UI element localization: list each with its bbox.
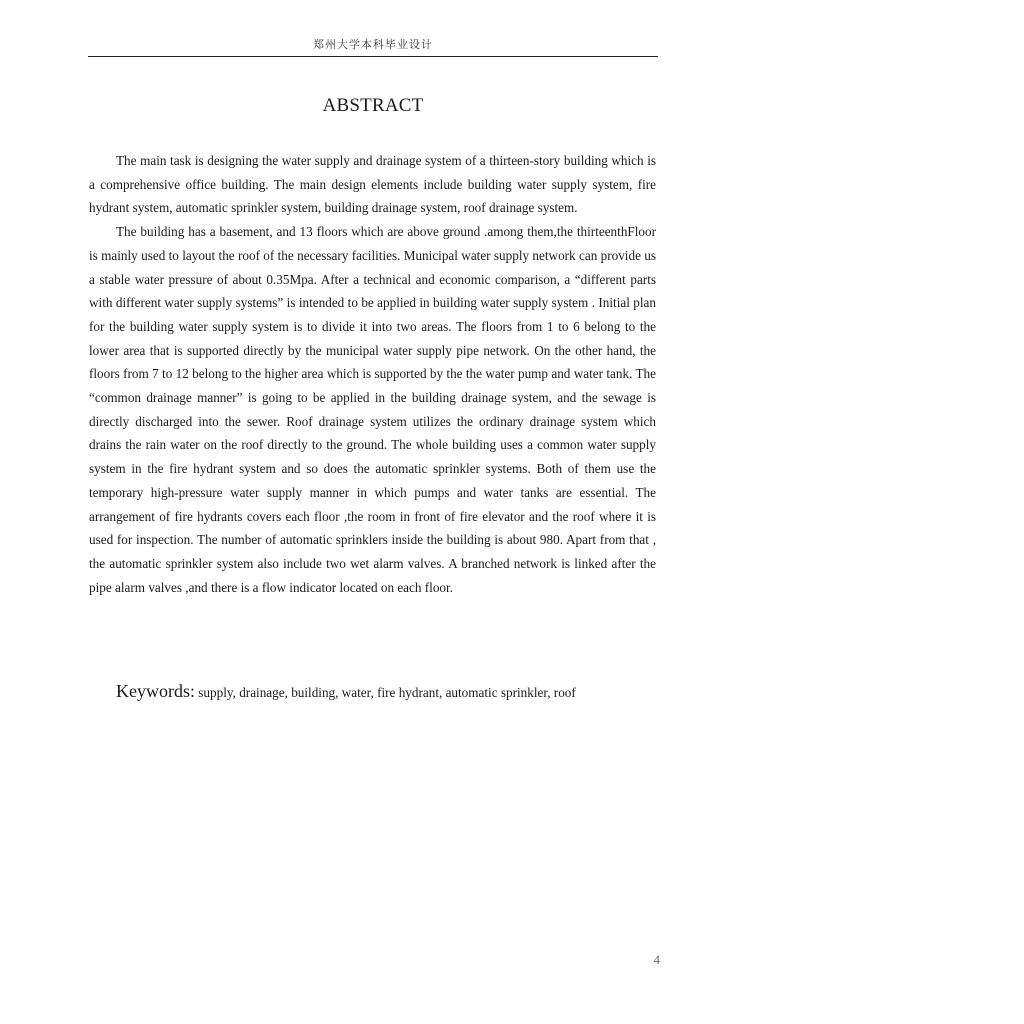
running-header: 郑州大学本科毕业设计 xyxy=(313,38,433,51)
abstract-body xyxy=(89,149,656,599)
page-number: 4 xyxy=(653,952,660,967)
keywords-label: Keywords: xyxy=(116,681,195,701)
header-rule xyxy=(88,56,658,57)
keywords-line xyxy=(116,680,676,704)
abstract-heading: ABSTRACT xyxy=(322,95,424,116)
abstract-paragraph-1: The main task is designing the water supply and drainage system of a thirteen-story building which is a comprehensive office building. The main design elements include building water supply system, fire hydrant system, automatic sprinkler system, building drainage system, roof drainage system. xyxy=(89,153,656,216)
keywords-list: supply, drainage, building, water, fire hydrant, automatic sprinkler, roof xyxy=(198,685,576,700)
abstract-paragraph-2: The building has a basement, and 13 floors which are above ground .among them,the thirteenthFloor is mainly used to layout the roof of the necessary facilities. Municipal water supply network can provide us a stable water pressure of about 0.35Mpa. After a technical and economic comparison, a “different parts with different water supply systems” is intended to be applied in building water supply system . Initial plan for the building water supply system is to divide it into two areas. The floors from 1 to 6 belong to the lower area that is supported directly by the municipal water supply pipe network. On the other hand, the floors from 7 to 12 belong to the higher area which is supported by the the water pump and water tank. The “common drainage manner” is going to be applied in the building drainage system, and the sewage is directly discharged into the sewer. Roof drainage system utilizes the ordinary drainage system which drains the rain water on the roof directly to the ground. The whole building uses a common water supply system in the fire hydrant system and so does the automatic sprinkler systems. Both of them use the temporary high-pressure water supply manner in which pumps and water tanks are essential. The arrangement of fire hydrants covers each floor ,the room in front of fire elevator and the roof where it is used for inspection. The number of automatic sprinklers inside the building is about 980. Apart from that , the automatic sprinkler system also include two wet alarm valves. A branched network is linked after the pipe alarm valves ,and there is a flow indicator located on each floor. xyxy=(89,224,656,595)
